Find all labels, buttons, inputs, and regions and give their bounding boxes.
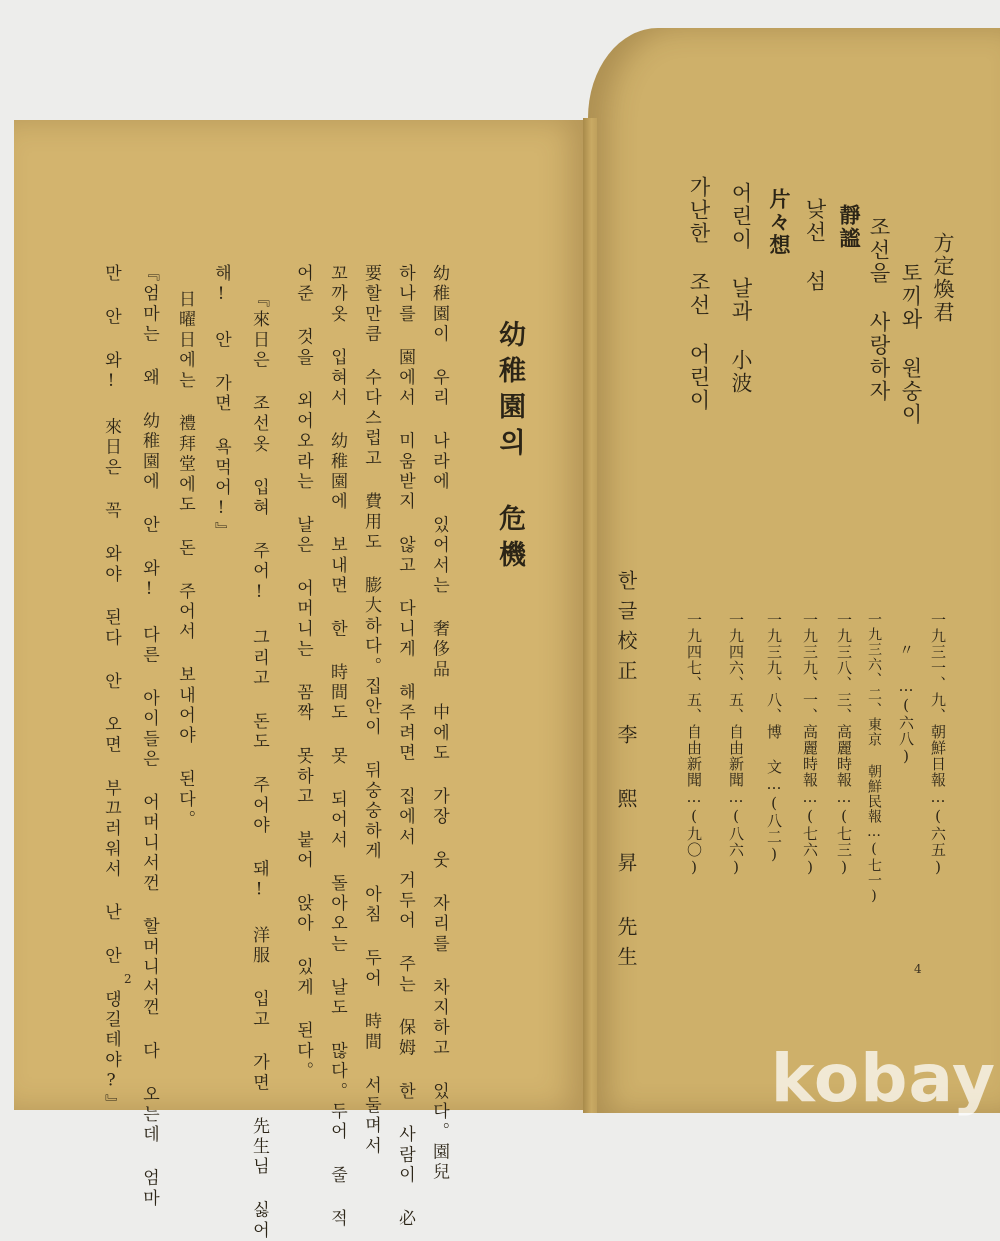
toc-entry-source: 一九三八、三、高麗時報…(七三) bbox=[835, 612, 853, 877]
proofreading-credit: 한글校正 李 熙 昇 先生 bbox=[614, 570, 638, 976]
right-page bbox=[588, 28, 1000, 1113]
essay-paragraph: 어준 것을 외어오라는 날은 어머니는 꼼짝 못하고 붙어 앉아 있게 된다。 bbox=[293, 264, 313, 1082]
toc-entry-source: 一九四六、五、自由新聞…(八六) bbox=[727, 612, 745, 877]
toc-entry-title: 어린이 날과 小波 bbox=[729, 182, 753, 395]
essay-paragraph: 幼稚園이 우리 나라에 있어서는 奢侈品 中에도 가장 웃 자리를 차지하고 있다。園兒 bbox=[429, 264, 449, 1183]
essay-paragraph: 日曜日에는 禮拜堂에도 돈 주어서 보내어야 된다。 bbox=[175, 290, 195, 831]
toc-entry-title: 가난한 조선 어린이 bbox=[687, 176, 711, 412]
toc-entry-source: 一九三九、一、高麗時報…(七六) bbox=[801, 612, 819, 877]
essay-title: 幼稚園의 危機 bbox=[494, 320, 525, 576]
toc-entry-title: 조선을 사랑하자 bbox=[867, 216, 891, 403]
toc-entry-title: 靜謐 bbox=[837, 204, 862, 250]
toc-entry-source: 一九三九、八、博 文…(八二) bbox=[765, 612, 783, 864]
essay-paragraph: 꼬까옷 입혀서 幼稚園에 보내면 한 時間도 못 되어서 돌아오는 날도 많다。두어 줄 적 bbox=[327, 264, 347, 1230]
toc-entry-source: 一九三六、二、東京 朝鮮民報…(七一) bbox=[866, 612, 882, 905]
page-number-left: 2 bbox=[124, 972, 132, 986]
book-gutter bbox=[583, 118, 597, 1113]
essay-paragraph: 要할만큼 수다스럽고 費用도 膨大하다。집안이 뒤숭숭하게 아침 두어 時間 서둘며서 bbox=[361, 264, 381, 1157]
essay-paragraph: 하나를 園에서 미움받지 않고 다니게 해주려면 집에서 거두어 주는 保姆 한 사람이 必 bbox=[395, 264, 415, 1230]
page-number-right: 4 bbox=[914, 962, 922, 976]
toc-entry-title: 方定煥君 bbox=[931, 232, 955, 324]
essay-paragraph: 만 안 와! 來日은 꼭 와야 된다 안 오면 부끄러워서 난 안 댕길테야?』 bbox=[101, 264, 121, 1114]
toc-entry-source: 〃 …(六八) bbox=[897, 642, 915, 766]
toc-entry-title: 낮선 섬 bbox=[803, 198, 827, 293]
essay-paragraph: 『엄마는 왜 幼稚園에 안 와! 다른 아이들은 어머니서껀 할머니서껀 다 오는데 엄마 bbox=[139, 264, 159, 1209]
toc-entry-title: 片々想 bbox=[767, 188, 792, 257]
watermark-logo: kobay bbox=[770, 1040, 996, 1117]
toc-entry-source: 一九三一、九、朝鮮日報…(六五) bbox=[929, 612, 947, 877]
toc-entry-title: 토끼와 원숭이 bbox=[899, 262, 923, 426]
essay-paragraph: 해! 안 가면 욕먹어!』 bbox=[211, 264, 231, 542]
toc-entry-source: 一九四七、五、自由新聞…(九〇) bbox=[685, 612, 703, 877]
essay-paragraph: 『來日은 조선옷 입혀 주어! 그리고 돈도 주어야 돼! 洋服 입고 가면 先生님 싫어 bbox=[249, 290, 269, 1241]
